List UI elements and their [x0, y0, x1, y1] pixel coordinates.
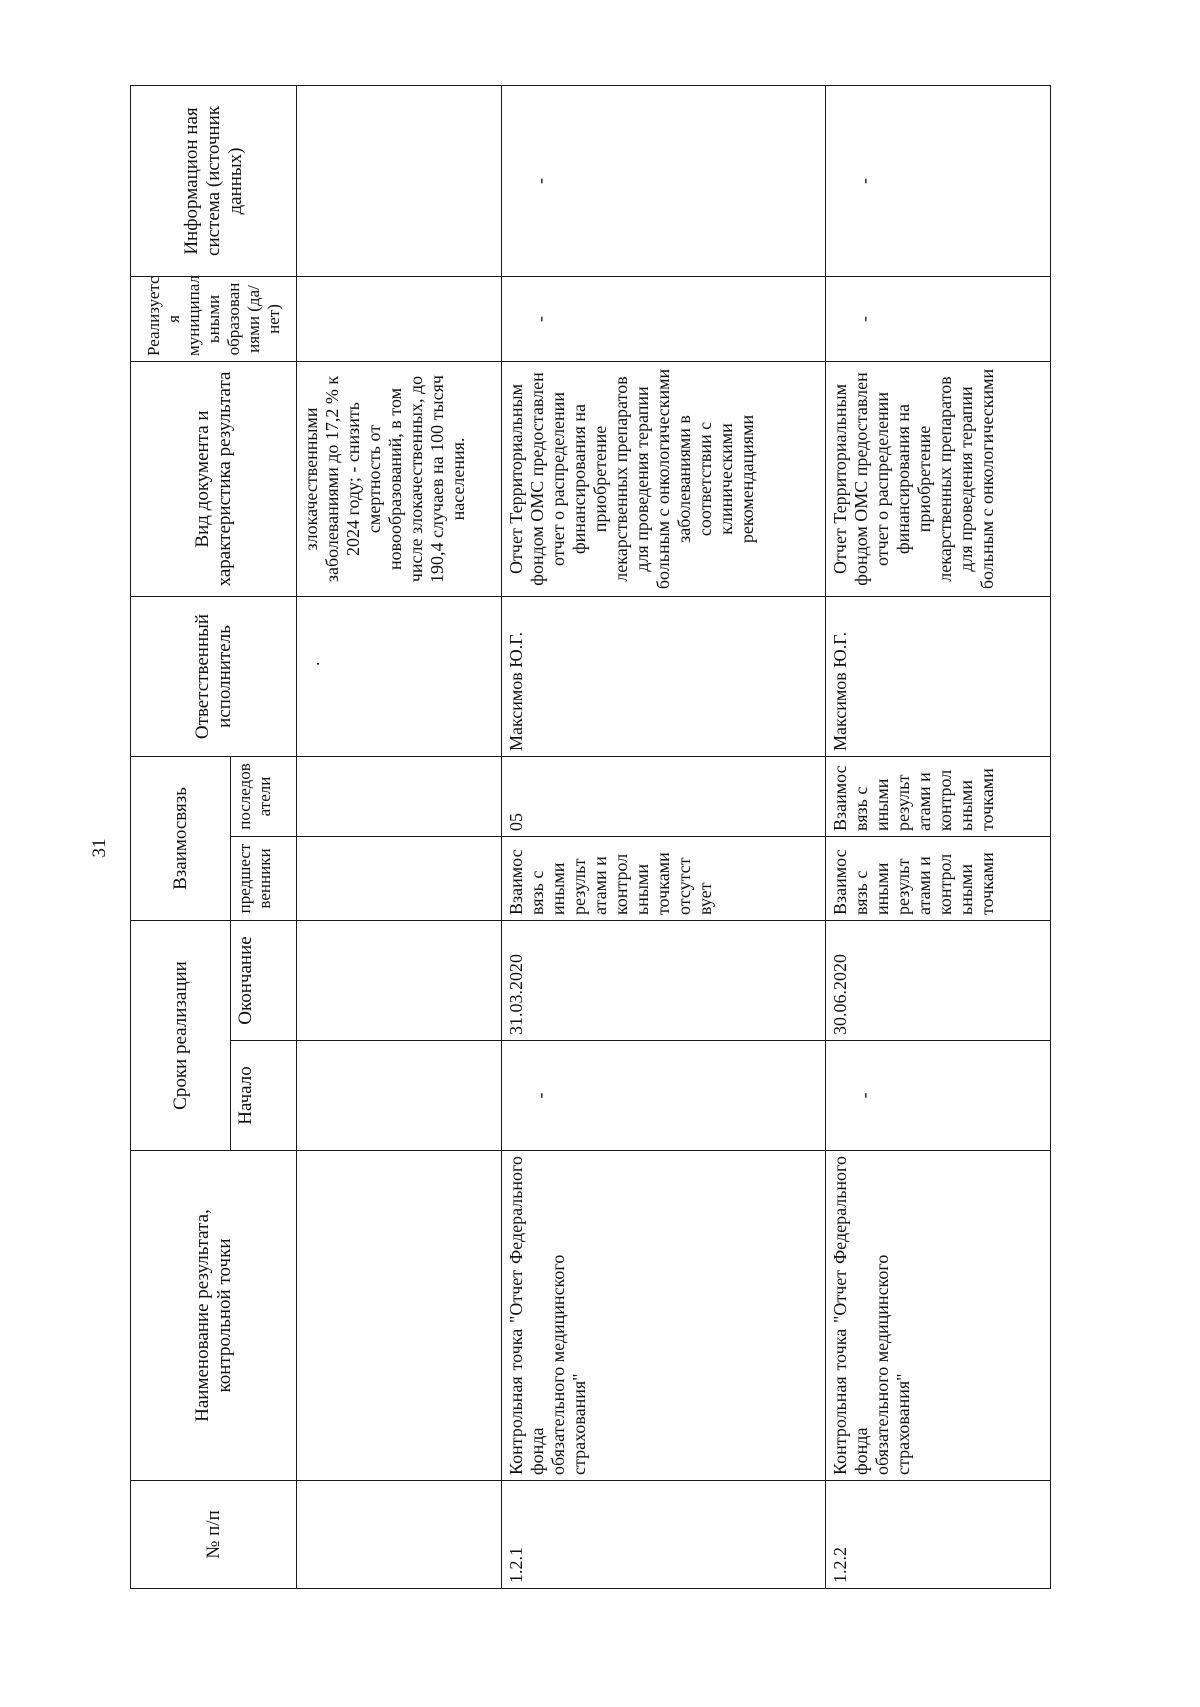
cell-name	[502, 1151, 826, 1481]
table-container	[130, 86, 1050, 1589]
project-plan-table	[130, 85, 1051, 1589]
cell-name-line2: обязательного медицинского страхования"	[872, 1254, 913, 1475]
cell-start	[297, 1041, 502, 1151]
cell-predecessors: Взаимос вязь с иными результ атами и контрол ьными точками	[826, 837, 1051, 921]
cell-start: -	[502, 1041, 826, 1151]
header-num: № п/п	[131, 1481, 297, 1589]
cell-name-line1: Контрольная точка "Отчет Федерального фонда	[506, 1156, 547, 1475]
cell-end: 30.06.2020	[826, 921, 1051, 1041]
cell-successors: 05	[502, 757, 826, 837]
cell-end	[297, 921, 502, 1041]
cell-document: Отчет Территориальным фондом ОМС предоставлен отчет о распределении финансирования на приобретение лекарственных препаратов для проведения терапии больным с онкологическими заболеваниями в соответствии с клиническими рекомендациями	[502, 362, 826, 597]
cell-document: Отчет Территориальным фондом ОМС предоставлен отчет о распределении финансирования на приобретение лекарственных препаратов для проведения терапии больным с онкологическими	[826, 362, 1051, 597]
cell-name	[297, 1151, 502, 1481]
page-number: 31	[89, 838, 110, 858]
cell-document: злокачественными заболеваниями до 17,2 % к 2024 году; - снизить смертность от новообразований, в том числе злокачественных, до 190,4 случаев на 100 тысяч населения.	[297, 362, 502, 597]
header-info-system: Информацион ная система (источник данных)	[131, 86, 297, 277]
cell-num: 1.2.2	[826, 1481, 1051, 1589]
cell-name-line1: Контрольная точка "Отчет Федерального фонда	[830, 1156, 871, 1475]
cell-start: -	[826, 1041, 1051, 1151]
cell-info-system: -	[502, 86, 826, 277]
header-predecessors: предшест венники	[231, 837, 297, 921]
rotated-page-area	[130, 86, 1050, 1589]
cell-municipal: -	[502, 277, 826, 362]
cell-municipal: -	[826, 277, 1051, 362]
cell-info-system	[297, 86, 502, 277]
cell-num: 1.2.1	[502, 1481, 826, 1589]
header-responsible: Ответственный исполнитель	[131, 597, 297, 757]
table-row	[297, 86, 502, 1589]
cell-responsible: Максимов Ю.Г.	[826, 597, 1051, 757]
cell-responsible	[297, 597, 502, 757]
header-start: Начало	[231, 1041, 297, 1151]
header-end: Окончание	[231, 921, 297, 1041]
header-successors: последов атели	[231, 757, 297, 837]
header-name: Наименование результата, контрольной точки	[131, 1151, 297, 1481]
table-row	[502, 86, 826, 1589]
cell-name	[826, 1151, 1051, 1481]
header-document: Вид документа и характеристика результата	[131, 362, 297, 597]
cell-info-system: -	[826, 86, 1051, 277]
header-link: Взаимосвязь	[131, 757, 231, 921]
cell-successors: .	[297, 757, 502, 837]
cell-predecessors: Взаимос вязь с иными результ атами и контрол ьными точками отсутст вует	[502, 837, 826, 921]
cell-num	[297, 1481, 502, 1589]
cell-municipal	[297, 277, 502, 362]
cell-predecessors	[297, 837, 502, 921]
cell-name-line2: обязательного медицинского страхования"	[548, 1254, 589, 1475]
cell-end: 31.03.2020	[502, 921, 826, 1041]
cell-successors: Взаимос вязь с иными результ атами и контрол ьными точками	[826, 757, 1051, 837]
table-row	[826, 86, 1051, 1589]
header-terms: Сроки реализации	[131, 921, 231, 1151]
cell-responsible: Максимов Ю.Г.	[502, 597, 826, 757]
header-municipal: Реализуетс я муниципал ьными образован иями (да/нет)	[131, 277, 297, 362]
